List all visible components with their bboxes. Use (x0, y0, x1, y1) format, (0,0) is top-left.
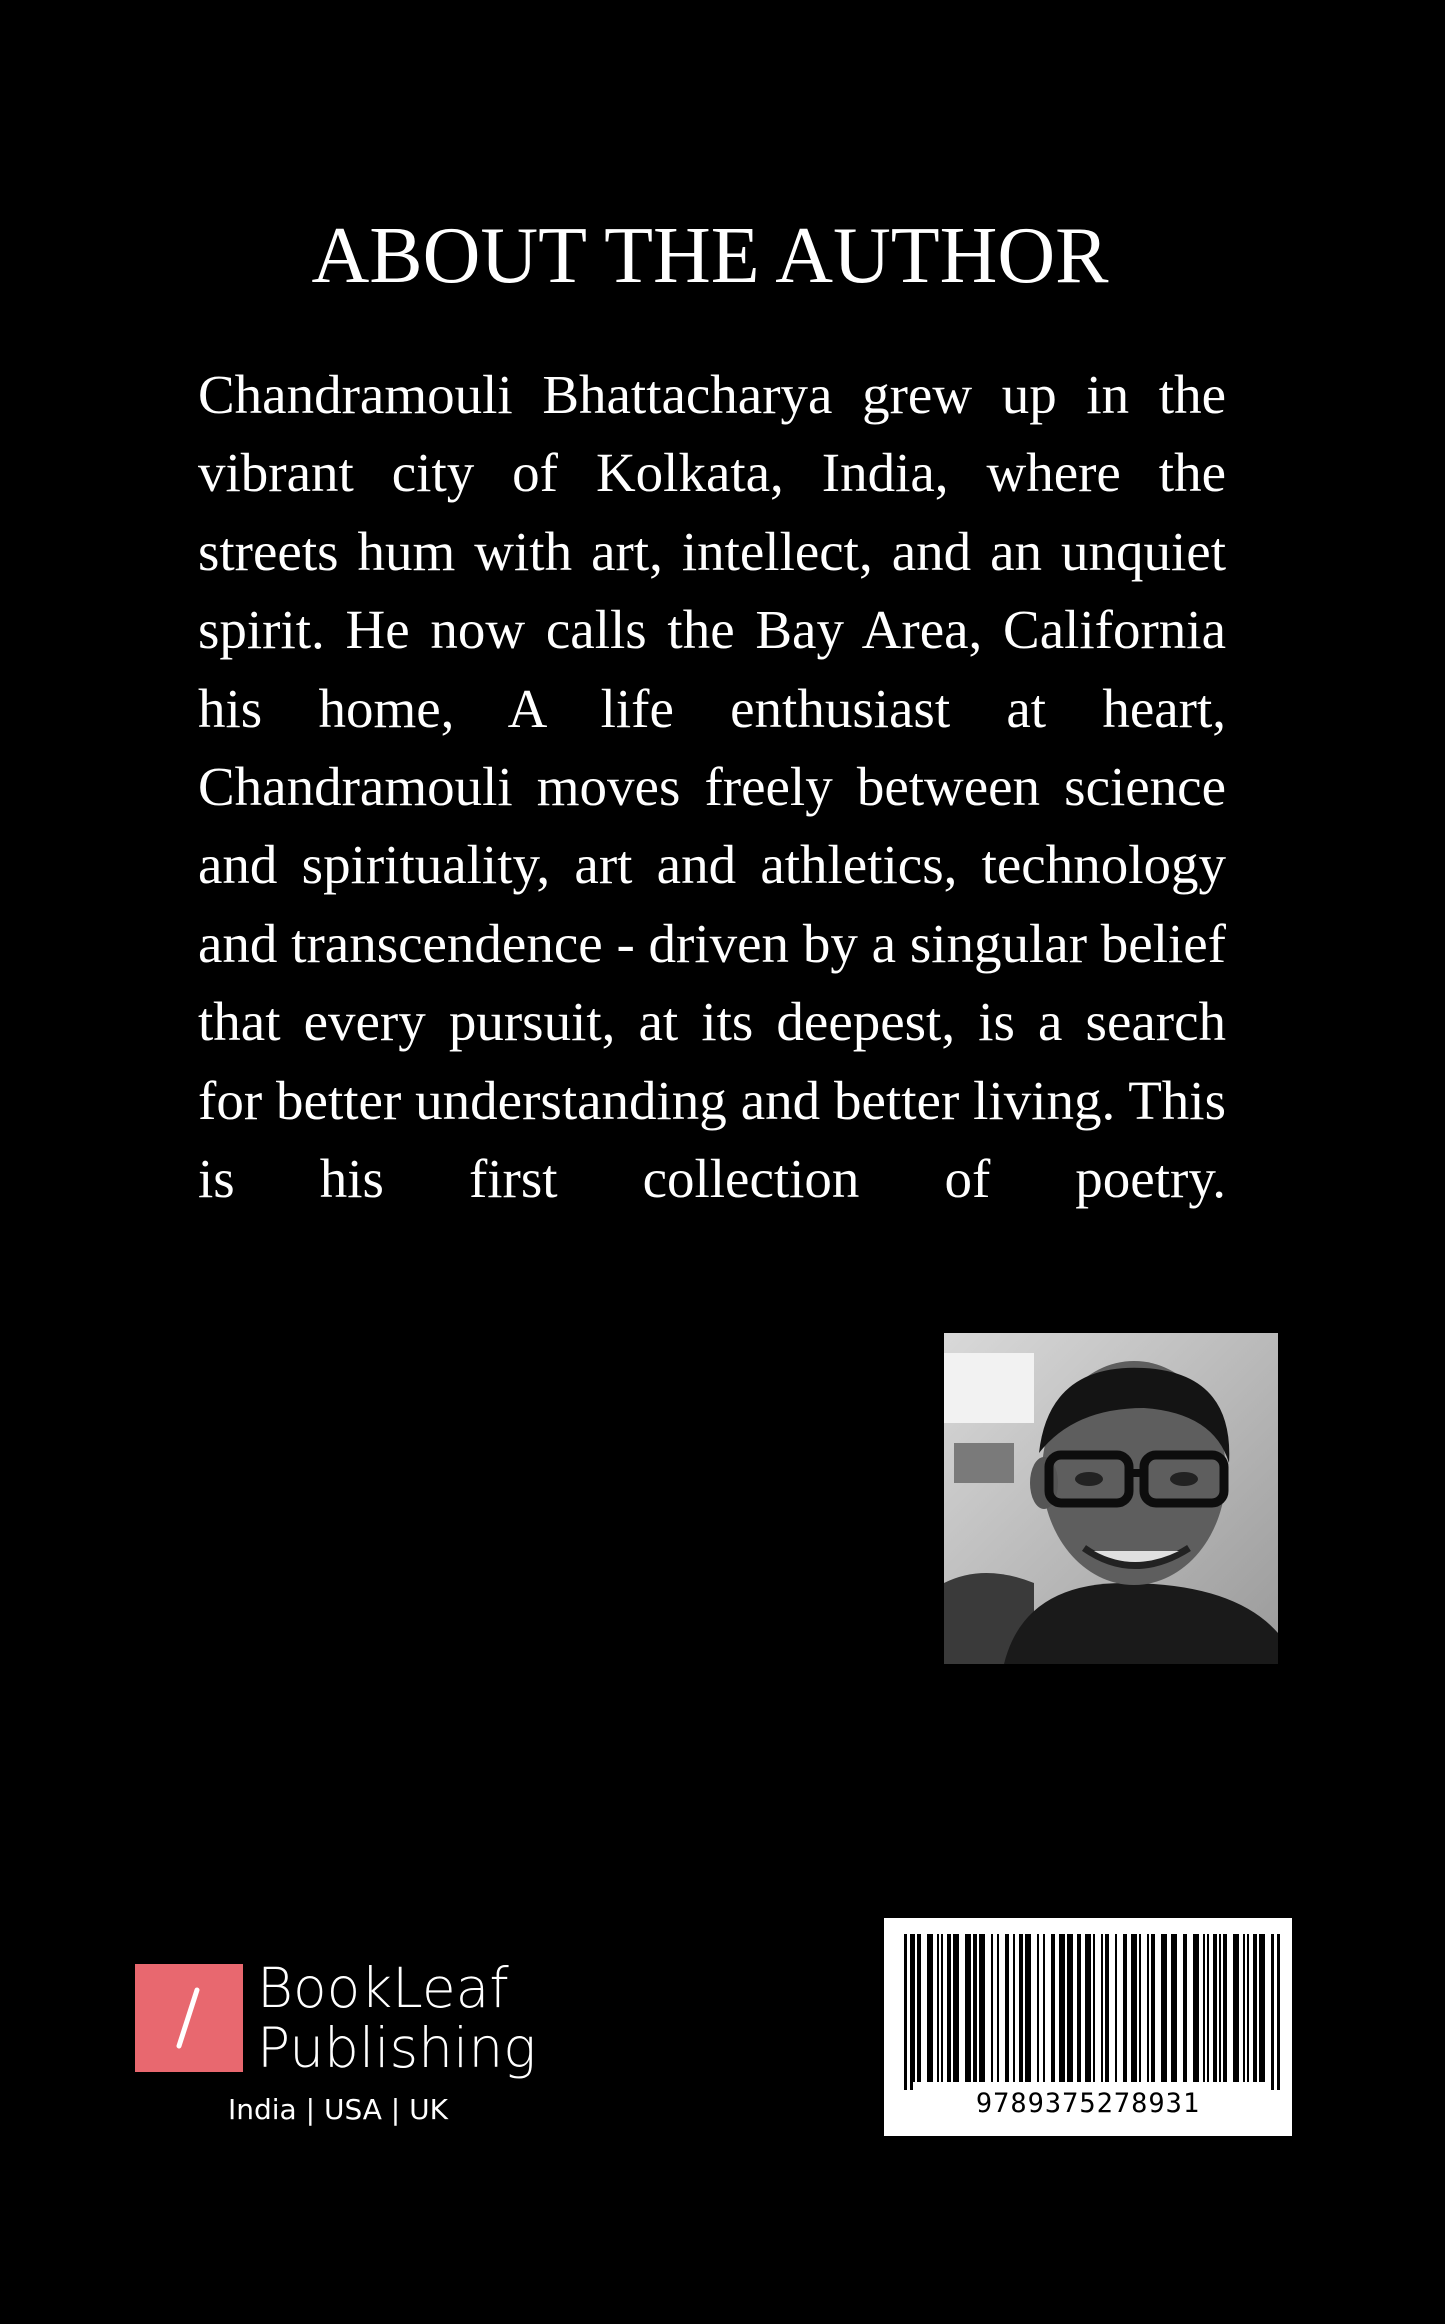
publisher-name-line1: BookLeaf (257, 1956, 509, 2020)
barcode-bar (1093, 1934, 1095, 2082)
barcode-bar (1259, 1934, 1265, 2082)
publisher-name-line2: Publishing (257, 2016, 537, 2080)
barcode-bar (1019, 1934, 1023, 2082)
barcode-bar (1051, 1934, 1055, 2082)
isbn-number: 9789375278931 (975, 2088, 1201, 2119)
barcode-bar (941, 1934, 943, 2082)
barcode-bar (913, 1934, 915, 2082)
barcode-bar (965, 1934, 971, 2082)
barcode-bar (1151, 1934, 1155, 2082)
barcode-bar (1277, 1934, 1280, 2090)
bookleaf-logo-icon (135, 1964, 243, 2072)
barcode-bar (1005, 1934, 1009, 2082)
barcode-bar (910, 1934, 913, 2090)
barcode-bar (953, 1934, 959, 2082)
barcode-bar (927, 1934, 933, 2082)
barcode-bar (1123, 1934, 1127, 2082)
barcode-bar (1059, 1934, 1065, 2082)
barcode-bar (1247, 1934, 1249, 2082)
barcode-bar (1013, 1934, 1015, 2082)
barcode-bar (1037, 1934, 1039, 2082)
author-photo (944, 1333, 1278, 1664)
barcode-bar (1147, 1934, 1149, 2082)
barcode-bar (1243, 1934, 1245, 2082)
barcode-bar (997, 1934, 999, 2082)
barcode-bar (1183, 1934, 1187, 2082)
isbn-barcode (884, 1918, 1292, 2136)
barcode-bar (1139, 1934, 1141, 2082)
publisher-name (257, 1958, 536, 2078)
barcode-bar (1203, 1934, 1205, 2082)
barcode-bar (1067, 1934, 1073, 2082)
barcode-bar (1253, 1934, 1257, 2082)
barcode-bar (1043, 1934, 1045, 2082)
barcode-bar (947, 1934, 951, 2082)
barcode-bar (973, 1934, 977, 2082)
barcode-bar (1025, 1934, 1031, 2082)
barcode-bar (1171, 1934, 1177, 2082)
author-bio: Chandramouli Bhattacharya grew up in the vibrant city of Kolkata, India, where the streets hum with art, intellect, and an unquiet spirit. He now calls the Bay Area, California his home, A life enthusiast at heart, Chandramouli moves freely between science and spirituality, art and athletics, technology and transcendence - driven by a singular belief that every pursuit, at its deepest, is a search for better understanding and better living. This is his first collection of poetry. (198, 364, 1226, 1210)
barcode-bar (1271, 1934, 1274, 2090)
barcode-bar (979, 1934, 985, 2082)
barcode-bar (1223, 1934, 1227, 2082)
barcode-bar (991, 1934, 993, 2082)
barcode-bar (1101, 1934, 1103, 2082)
barcode-bar (1131, 1934, 1137, 2082)
barcode-bar (1161, 1934, 1167, 2082)
barcode-bar (1213, 1934, 1217, 2082)
barcode-bar (917, 1934, 921, 2082)
publisher-regions: India | USA | UK (228, 2093, 448, 2126)
barcode-bar (1233, 1934, 1239, 2082)
page-title: ABOUT THE AUTHOR (311, 212, 1109, 300)
barcode-bar (1077, 1934, 1081, 2082)
barcode-bar (937, 1934, 939, 2082)
barcode-bar (1105, 1934, 1109, 2082)
barcode-bar (1219, 1934, 1221, 2082)
barcode-bar (1193, 1934, 1199, 2082)
barcode-bar (1085, 1934, 1091, 2082)
barcode-bar (904, 1934, 907, 2090)
barcode-bar (1115, 1934, 1117, 2082)
barcode-bar (1207, 1934, 1209, 2082)
